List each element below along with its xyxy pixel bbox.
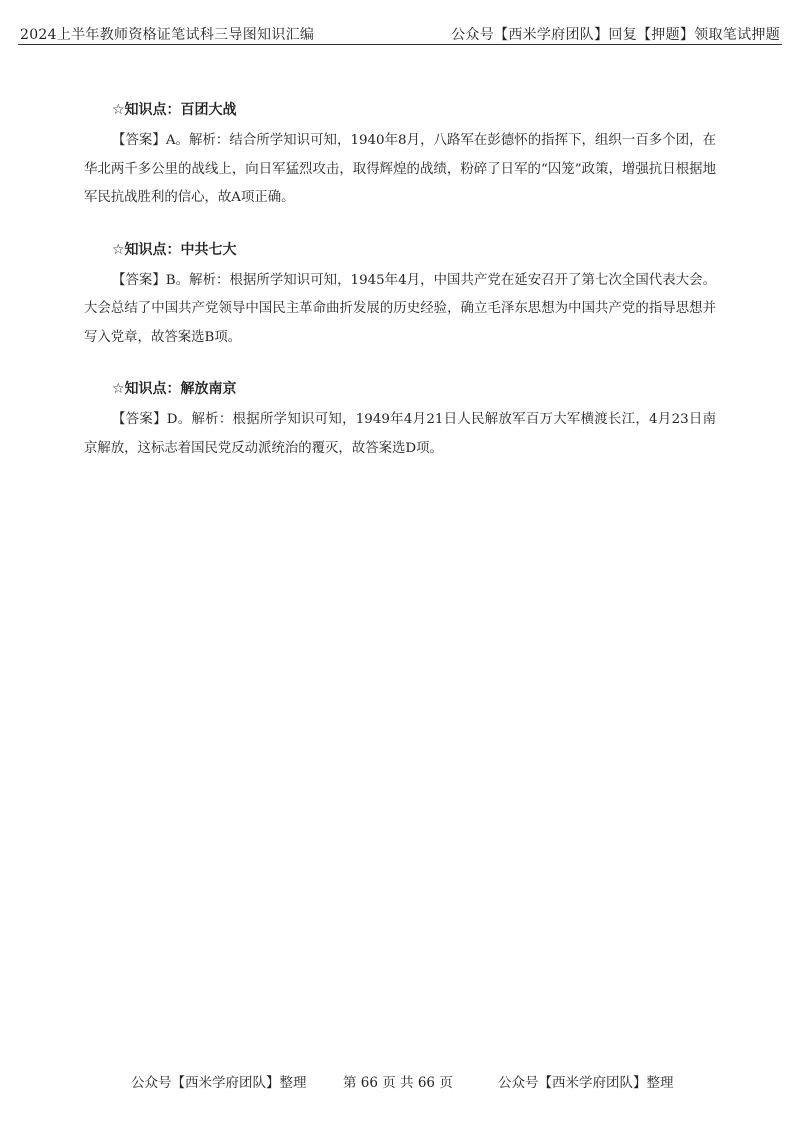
section-answer-text: 【答案】D。解析：根据所学知识可知，1949年4月21日人民解放军百万大军横渡长江，4月23日南京解放，这标志着国民党反动派统治的覆灭，故答案选D项。 (84, 412, 716, 456)
footer-left-text: 公众号【西米学府团队】整理 (131, 1075, 307, 1091)
knowledge-section (84, 238, 716, 353)
footer-right-text: 公众号【西米学府团队】整理 (498, 1075, 674, 1091)
section-title: ☆知识点：百团大战 (112, 102, 237, 118)
knowledge-section (84, 377, 716, 463)
header-promo-text: 公众号【西米学府团队】回复【押题】领取笔试押题 (451, 27, 780, 43)
page-content (84, 98, 716, 488)
page-number: 第 66 页 共 66 页 (343, 1075, 453, 1091)
section-title: ☆知识点：解放南京 (112, 381, 237, 397)
section-answer-text: 【答案】A。解析：结合所学知识可知，1940年8月，八路军在彭德怀的指挥下，组织一百多个团，在华北两千多公里的战线上，向日军猛烈攻击，取得辉煌的战绩，粉碎了日军的“囚笼”政策，增强抗日根据地军民抗战胜利的信心，故A项正确。 (84, 133, 716, 205)
knowledge-section (84, 98, 716, 213)
section-title: ☆知识点：中共七大 (112, 241, 237, 258)
header-document-title: 2024上半年教师资格证笔试科三导图知识汇编 (20, 27, 315, 43)
page-header (18, 0, 782, 45)
page-footer (0, 1071, 800, 1091)
section-answer-text: 【答案】B。解析：根据所学知识可知，1945年4月，中国共产党在延安召开了第七次全国代表大会。大会总结了中国共产党领导中国民主革命曲折发展的历史经验，确立毛泽东思想为中国共产党的指导思想并写入党章，故答案选B项。 (84, 272, 716, 345)
